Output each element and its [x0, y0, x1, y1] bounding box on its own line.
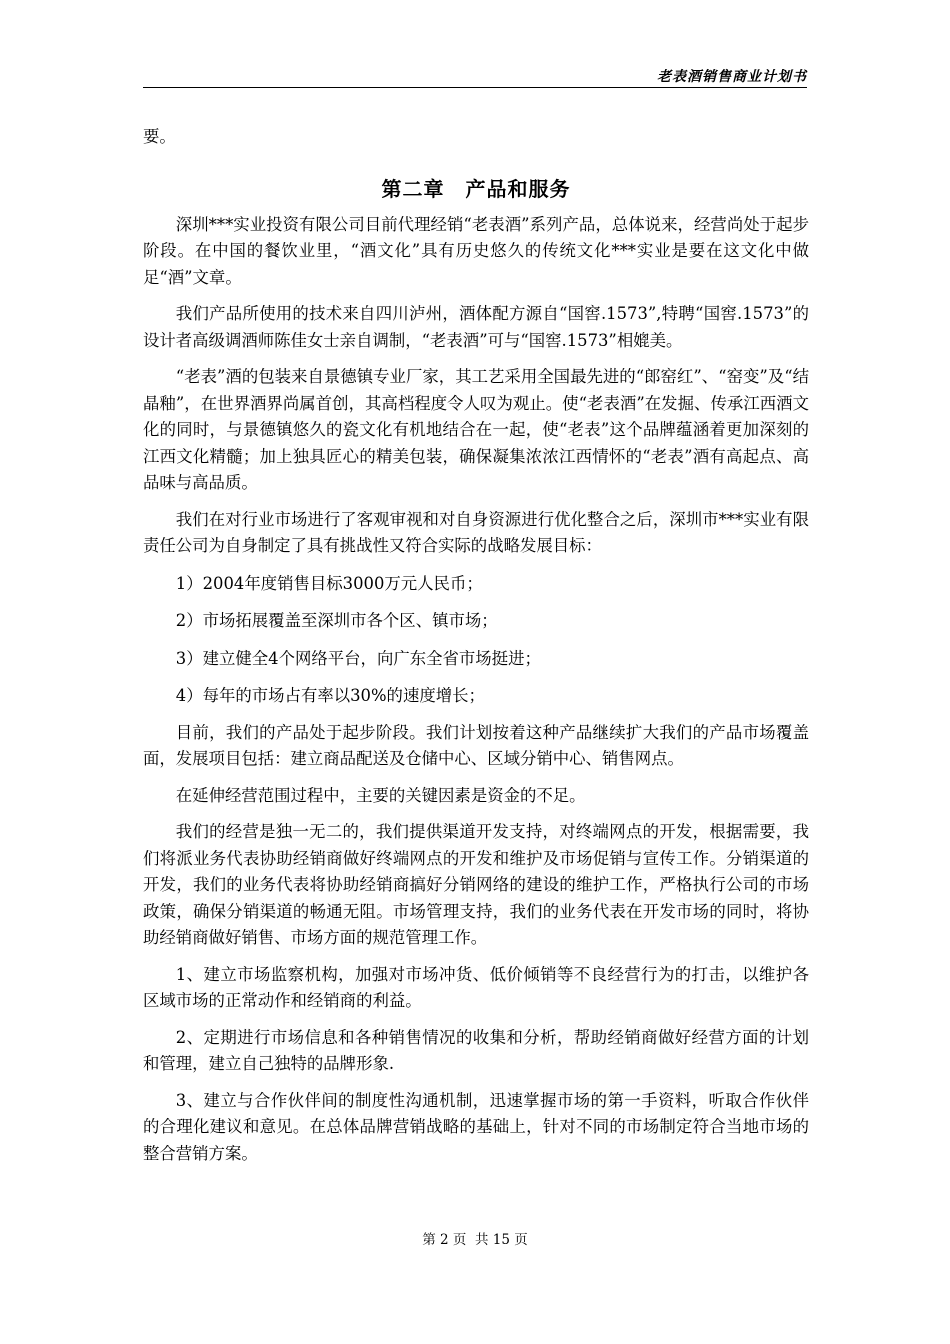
page-number: 第 2 页 共 15 页 — [422, 1232, 528, 1248]
continuation-text: 要。 — [143, 127, 176, 146]
body-paragraph: 目前，我们的产品处于起步阶段。我们计划按着这种产品继续扩大我们的产品市场覆盖面，发展项目包括：建立商品配送及仓储中心、区域分销中心、销售网点。 — [143, 722, 809, 768]
page-body — [143, 124, 809, 1167]
body-paragraph: 深圳***实业投资有限公司目前代理经销“老表酒”系列产品，总体说来，经营尚处于起步阶段。在中国的餐饮业里，“酒文化”具有历史悠久的传统文化***实业是要在这文化中做足“酒”文章。 — [143, 214, 809, 287]
body-paragraph: “老表”酒的包装来自景德镇专业厂家，其工艺采用全国最先进的“郎窑红”、“窑变”及“结晶釉”，在世界酒界尚属首创，其高档程度令人叹为观止。使“老表酒”在发掘、传承江西酒文化的同时，与景德镇悠久的瓷文化有机地结合在一起，使“老表”这个品牌蕴涵着更加深刻的江西文化精髓；加上独具匠心的精美包装，确保凝集浓浓江西情怀的“老表”酒有高起点、高品味与高品质。 — [143, 367, 809, 492]
body-paragraph: 我们产品所使用的技术来自四川泸州，酒体配方源自“国窖.1573”,特聘“国窖.1573”的设计者高级调酒师陈佳女士亲自调制，“老表酒”可与“国窖.1573”相媲美。 — [143, 304, 809, 350]
goal-list-item: 3）建立健全4个网络平台，向广东全省市场挺进； — [175, 648, 541, 668]
body-paragraph: 在延伸经营范围过程中，主要的关键因素是资金的不足。 — [175, 785, 586, 805]
running-header-title: 老表酒销售商业计划书 — [657, 69, 807, 85]
body-paragraph: 2、定期进行市场信息和各种销售情况的收集和分析，帮助经销商做好经营方面的计划和管理，建立自己独特的品牌形象. — [143, 1027, 809, 1073]
body-paragraph: 我们的经营是独一无二的，我们提供渠道开发支持，对终端网点的开发，根据需要，我们将派业务代表协助经销商做好终端网点的开发和维护及市场促销与宣传工作。分销渠道的开发，我们的业务代表将协助经销商搞好分销网络的建设的维护工作，严格执行公司的市场政策，确保分销渠道的畅通无阻。市场管理支持，我们的业务代表在开发市场的同时，将协助经销商做好销售、市场方面的规范管理工作。 — [143, 822, 809, 947]
goal-list-item: 1）2004年度销售目标3000万元人民币； — [175, 573, 483, 593]
body-paragraph: 3、建立与合作伙伴间的制度性沟通机制，迅速掌握市场的第一手资料，听取合作伙伴的合理化建议和意见。在总体品牌营销战略的基础上，针对不同的市场制定符合当地市场的整合营销方案。 — [143, 1090, 809, 1163]
chapter-title: 第二章 产品和服务 — [381, 176, 571, 201]
body-paragraph: 1、建立市场监察机构，加强对市场冲货、低价倾销等不良经营行为的打击，以维护各区域市场的正常动作和经销商的利益。 — [143, 964, 809, 1010]
goal-list-item: 4）每年的市场占有率以30%的速度增长； — [175, 686, 485, 705]
header-divider — [143, 87, 807, 88]
goal-list-item: 2）市场拓展覆盖至深圳市各个区、镇市场； — [175, 611, 498, 630]
body-paragraph: 我们在对行业市场进行了客观审视和对自身资源进行优化整合之后，深圳市***实业有限责任公司为自身制定了具有挑战性又符合实际的战略发展目标： — [143, 509, 809, 555]
